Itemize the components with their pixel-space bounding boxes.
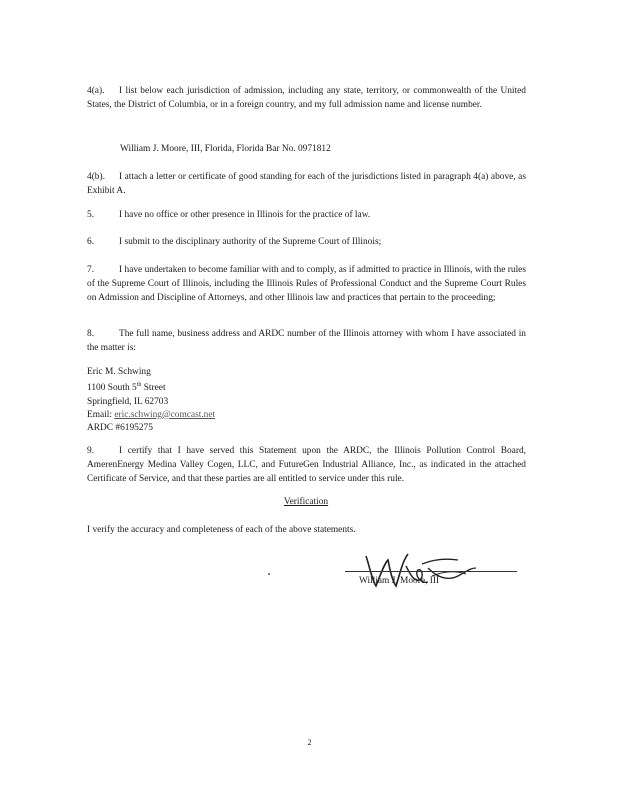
attorney-email-line: Email: eric.schwing@comcast.net bbox=[87, 409, 216, 420]
paragraph-7-text: I have undertaken to become familiar with and to comply, as if admitted to practice in Illinois, with the rules of the Supreme Court of Illinois, including the Illinois Rules of Professional Conduct and the Supreme Court Rules on Admission and Discipline of Attorneys, and other Illinois law and practices that pertain to the proceeding; bbox=[87, 265, 526, 303]
paragraph-5-label: 5. bbox=[87, 210, 95, 220]
paragraph-8-text: The full name, business address and ARDC number of the Illinois attorney with whom I have associated in the matter is: bbox=[87, 329, 526, 353]
paragraph-6-text: I submit to the disciplinary authority of the Supreme Court of Illinois; bbox=[119, 237, 382, 247]
scan-speck bbox=[268, 573, 270, 575]
paragraph-6 bbox=[87, 236, 526, 250]
paragraph-4a bbox=[87, 85, 526, 113]
attorney-address-block bbox=[87, 366, 387, 435]
paragraph-4b bbox=[87, 171, 526, 199]
attorney-name: Eric M. Schwing bbox=[87, 367, 151, 377]
paragraph-4a-text: I list below each jurisdiction of admission, including any state, territory, or commonwealth of the United States, the District of Columbia, or in a foreign country, and my full admission name and license number. bbox=[87, 86, 526, 110]
paragraph-7-label: 7. bbox=[87, 265, 95, 275]
paragraph-7 bbox=[87, 264, 526, 305]
paragraph-4b-label: 4(b). bbox=[87, 172, 105, 182]
paragraph-4a-label: 4(a). bbox=[87, 86, 105, 96]
signature-name: William J. Moore, III bbox=[359, 576, 440, 586]
paragraph-8 bbox=[87, 328, 526, 356]
paragraph-6-label: 6. bbox=[87, 237, 95, 247]
signature-line bbox=[345, 571, 517, 572]
paragraph-8-label: 8. bbox=[87, 329, 95, 339]
attorney-email-link[interactable]: eric.schwing@comcast.net bbox=[114, 409, 216, 420]
verification-text: I verify the accuracy and completeness of each of the above statements. bbox=[87, 525, 356, 535]
attorney-street: 1100 South 5th Street bbox=[87, 382, 166, 394]
attorney-ardc: ARDC #6195275 bbox=[87, 422, 153, 433]
attorney-city: Springfield, IL 62703 bbox=[87, 396, 169, 407]
verification-heading: Verification bbox=[283, 497, 329, 507]
admission-line: William J. Moore, III, Florida, Florida Bar No. 0971812 bbox=[120, 144, 331, 154]
paragraph-9 bbox=[87, 445, 526, 486]
page-number: 2 bbox=[307, 738, 312, 747]
paragraph-5 bbox=[87, 209, 526, 223]
paragraph-9-text: I certify that I have served this Statement upon the ARDC, the Illinois Pollution Control Board, AmerenEnergy Medina Valley Cogen, LLC, and FutureGen Industrial Alliance, Inc., as indicated in the attached Certificate of Service, and that these parties are all entitled to service under this rule. bbox=[87, 446, 526, 484]
paragraph-4b-text: I attach a letter or certificate of good standing for each of the jurisdictions listed in paragraph 4(a) above, as Exhibit A. bbox=[87, 172, 526, 196]
paragraph-9-label: 9. bbox=[87, 446, 95, 456]
paragraph-5-text: I have no office or other presence in Illinois for the practice of law. bbox=[119, 210, 371, 220]
